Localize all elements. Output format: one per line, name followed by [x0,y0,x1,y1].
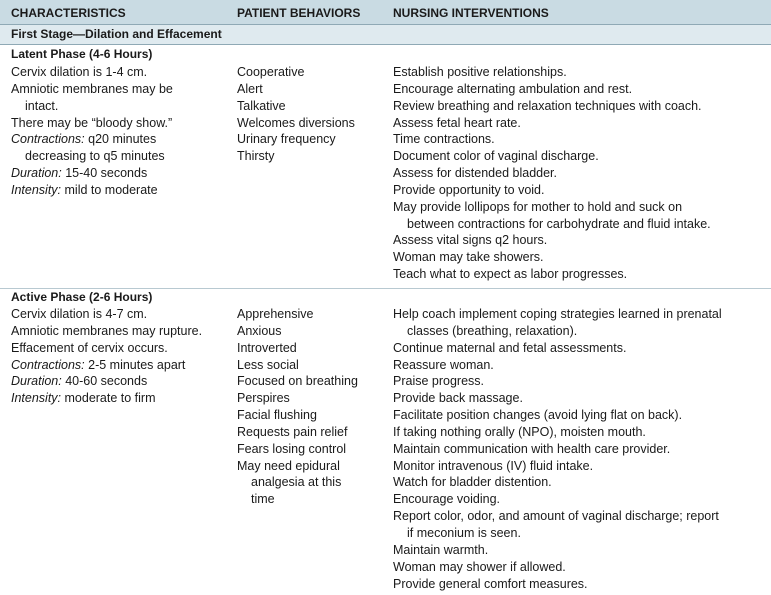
latent-contractions-label: Contractions: [11,132,85,147]
list-item: Document color of vaginal discharge. [393,149,599,164]
latent-membranes: Amniotic membranes may be [11,81,173,96]
list-item: Continue maternal and fetal assessments. [393,340,627,355]
list-item: Review breathing and relaxation techniques with coach. [393,98,702,113]
active-contractions [11,357,231,374]
active-contractions-label: Contractions: [11,357,85,372]
list-item: May need epidural [237,458,340,473]
stage-title: First Stage—Dilation and Effacement [11,27,222,41]
list-item: Introverted [237,340,297,355]
list-item: Report color, odor, and amount of vaginal discharge; report [393,509,719,524]
list-item: Provide opportunity to void. [393,182,545,197]
list-item: Thirsty [237,149,275,164]
list-item: Woman may shower if allowed. [393,559,566,574]
list-item: Provide back massage. [393,391,523,406]
latent-membranes-cont: intact. [25,98,59,113]
list-item: Assess fetal heart rate. [393,115,521,130]
phase-divider [0,288,771,289]
list-item: Anxious [237,323,282,338]
active-interventions [393,306,768,592]
list-item: Cooperative [237,65,305,79]
latent-contractions-value: q20 minutes [84,132,157,147]
list-item: Welcomes diversions [237,115,355,130]
latent-duration [11,165,231,182]
list-item: Monitor intravenous (IV) fluid intake. [393,458,594,473]
list-item-cont: classes (breathing, relaxation). [407,323,578,338]
header-characteristics: CHARACTERISTICS [11,6,126,20]
latent-characteristics [11,64,231,199]
list-item: Praise progress. [393,374,485,389]
list-item-cont: if meconium is seen. [407,525,521,540]
active-characteristics [11,306,231,407]
list-item-cont: analgesia at this [251,475,342,490]
active-duration-label: Duration: [11,374,62,389]
list-item: Assess for distended bladder. [393,166,557,181]
latent-contractions-cont: decreasing to q5 minutes [25,149,165,164]
list-item: Alert [237,81,263,96]
list-item: Fears losing control [237,441,347,456]
list-item: Encourage alternating ambulation and rest. [393,81,633,96]
list-item: Woman may take showers. [393,250,544,265]
list-item: Urinary frequency [237,132,336,147]
list-item: Requests pain relief [237,424,348,439]
list-item: Provide general comfort measures. [393,576,588,591]
list-item: Facial flushing [237,408,317,423]
active-intensity-label: Intensity: [11,391,62,406]
latent-duration-label: Duration: [11,166,62,181]
list-item: Talkative [237,98,286,113]
active-dilation: Cervix dilation is 4-7 cm. [11,307,148,321]
active-behaviors [237,306,387,508]
list-item: Apprehensive [237,307,314,321]
active-membranes: Amniotic membranes may rupture. [11,323,203,338]
latent-bloody-show: There may be “bloody show.” [11,115,173,130]
list-item: Assess vital signs q2 hours. [393,233,548,248]
list-item: Help coach implement coping strategies learned in prenatal [393,307,722,321]
list-item-cont: between contractions for carbohydrate and fluid intake. [407,216,711,231]
latent-behaviors [237,64,387,165]
stage-title-row [0,25,771,45]
list-item: May provide lollipops for mother to hold and suck on [393,199,683,214]
header-nursing-interventions: NURSING INTERVENTIONS [393,6,549,20]
active-effacement: Effacement of cervix occurs. [11,340,168,355]
active-contractions-value: 2-5 minutes apart [84,357,186,372]
list-item: Facilitate position changes (avoid lying flat on back). [393,408,683,423]
list-item: Teach what to expect as labor progresses. [393,267,628,282]
header-patient-behaviors: PATIENT BEHAVIORS [237,6,361,20]
list-item: Focused on breathing [237,374,358,389]
table-header [0,0,771,25]
list-item: Encourage voiding. [393,492,501,507]
latent-intensity-value: mild to moderate [61,182,158,197]
active-intensity [11,390,231,407]
active-phase-title: Active Phase (2-6 Hours) [11,290,153,304]
latent-intensity [11,182,231,199]
list-item: Maintain communication with health care provider. [393,441,671,456]
list-item: Reassure woman. [393,357,494,372]
list-item: If taking nothing orally (NPO), moisten mouth. [393,424,646,439]
active-duration [11,373,231,390]
list-item: Perspires [237,391,290,406]
latent-dilation: Cervix dilation is 1-4 cm. [11,65,148,79]
active-duration-value: 40-60 seconds [61,374,148,389]
list-item: Maintain warmth. [393,542,489,557]
list-item-cont: time [251,492,275,507]
latent-contractions [11,131,231,148]
active-intensity-value: moderate to firm [61,391,156,406]
list-item: Establish positive relationships. [393,65,567,79]
latent-interventions [393,64,768,283]
latent-intensity-label: Intensity: [11,182,62,197]
list-item: Less social [237,357,299,372]
latent-duration-value: 15-40 seconds [61,166,148,181]
list-item: Time contractions. [393,132,495,147]
list-item: Watch for bladder distention. [393,475,552,490]
latent-phase-title: Latent Phase (4-6 Hours) [11,47,153,61]
